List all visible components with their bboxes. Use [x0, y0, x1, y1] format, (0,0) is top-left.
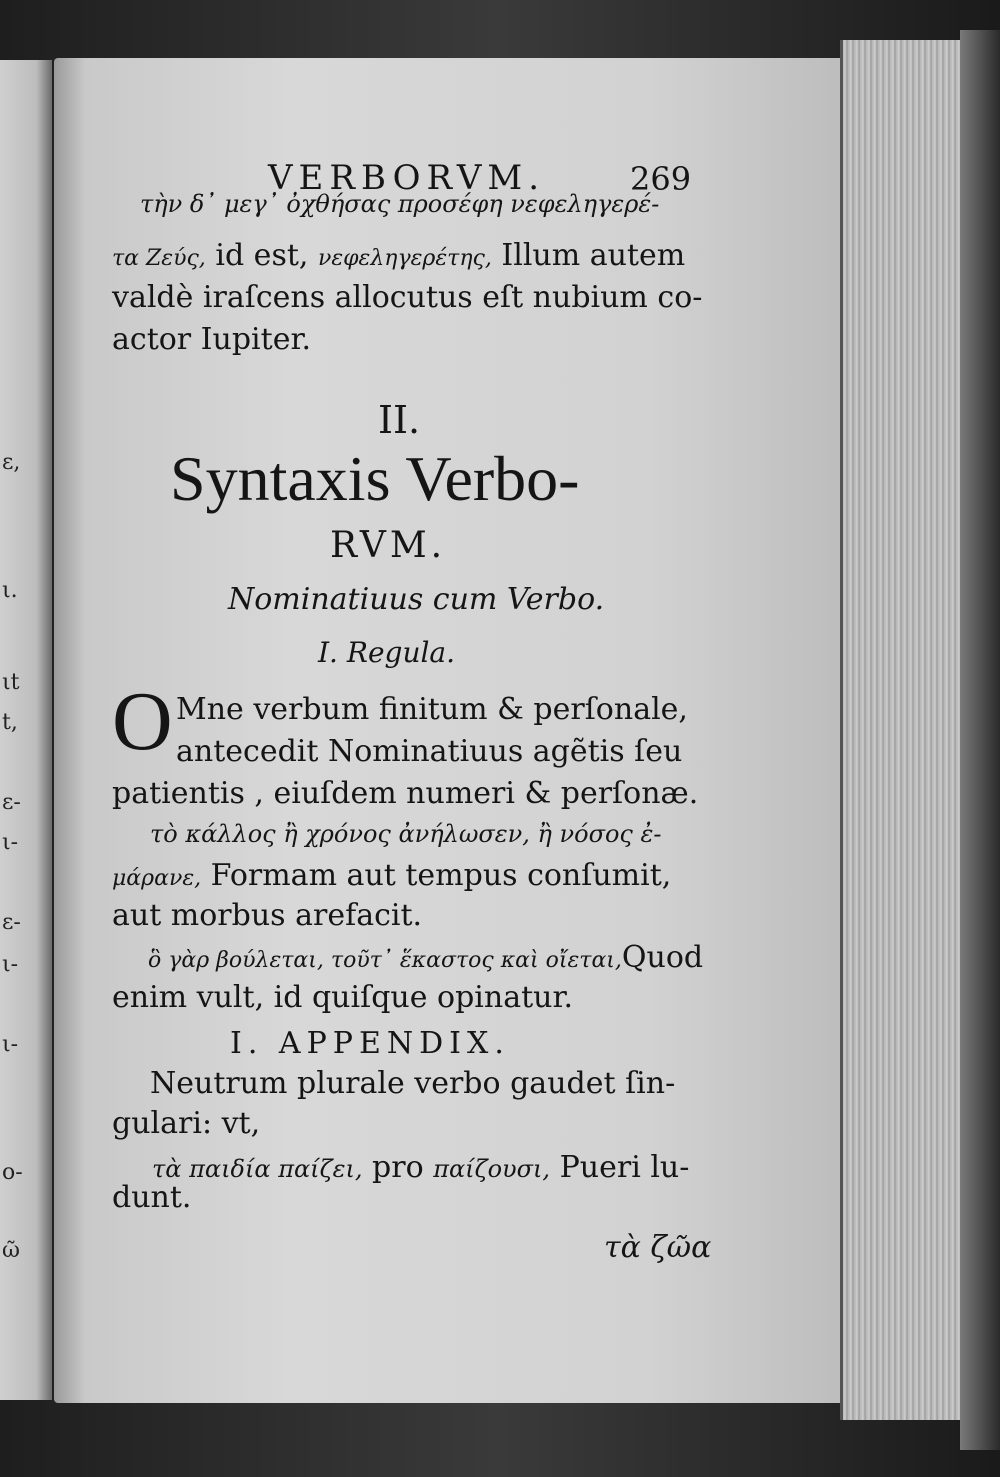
appendix-heading: I. APPENDIX.	[230, 1026, 510, 1061]
margin-fragment: ε,	[2, 450, 21, 475]
example-1-line-2	[112, 858, 671, 893]
quote-line-3: valdè iraſcens allocutus eſt nubium co-	[112, 280, 703, 315]
greek-text: μάρανε,	[112, 866, 202, 891]
greek-text: τὴν δ᾽ μεγ᾽ ὀχθήσας προσέφη νεφεληγερέ-	[140, 190, 660, 218]
left-margin-fragments	[0, 60, 52, 1400]
section-number: II.	[378, 398, 421, 442]
latin-text: Formam aut tempus conſumit,	[201, 858, 672, 893]
greek-text: παίζουσι,	[433, 1155, 551, 1183]
rule-line-1: Mne verbum finitum & perſonale,	[176, 692, 688, 727]
appendix-example-line-1	[152, 1150, 689, 1185]
latin-text: Quod	[621, 940, 704, 975]
drop-cap: O	[112, 675, 173, 768]
margin-fragment: ι-	[2, 952, 19, 977]
page-number: 269	[630, 160, 692, 198]
latin-text: id est,	[205, 238, 318, 273]
greek-text: νεφεληγερέτης,	[317, 246, 492, 271]
latin-text: Illum autem	[491, 238, 686, 273]
appendix-example-line-2: dunt.	[112, 1180, 192, 1215]
example-1-line-3: aut morbus arefacit.	[112, 898, 423, 933]
rule-line-3: patientis , eiuſdem numeri & perſonæ.	[112, 776, 699, 811]
catchword: τὰ ζῶα	[604, 1230, 712, 1265]
margin-fragment: ο-	[2, 1160, 23, 1185]
example-2-line-1	[148, 940, 703, 975]
section-title: Syntaxis Verbo-	[170, 443, 580, 514]
greek-text: τὰ παιδία παίζει,	[152, 1155, 363, 1183]
margin-fragment: ι-	[2, 830, 19, 855]
margin-fragment: ε-	[2, 910, 21, 935]
greek-text: ὃ γὰρ βούλεται, τοῦτ᾽ ἕκαστος καὶ οἴεται,	[148, 948, 622, 973]
margin-fragment: ε-	[2, 790, 21, 815]
section-title-continuation: RVM.	[330, 525, 447, 566]
section-subtitle: Nominatiuus cum Verbo.	[228, 582, 605, 617]
running-title: VERBORVM.	[268, 158, 546, 198]
greek-text: τα Ζεύς,	[112, 246, 206, 271]
margin-fragment: t,	[2, 710, 18, 735]
margin-fragment: ῶ	[2, 1238, 20, 1263]
example-1-greek	[150, 820, 661, 848]
greek-quote-line-1	[140, 190, 659, 218]
quote-line-4: actor Iupiter.	[112, 322, 312, 357]
rule-line-2: antecedit Nominatiuus agẽtis ſeu	[176, 734, 683, 769]
left-page-edge	[0, 60, 52, 1400]
latin-text: pro	[362, 1150, 434, 1185]
latin-text: Pueri lu-	[550, 1150, 690, 1185]
margin-fragment: ι.	[2, 578, 18, 603]
greek-text: τὸ κάλλος ἢ χρόνος ἀνήλωσεν, ἢ νόσος ἐ-	[150, 820, 662, 848]
rule-label: I. Regula.	[318, 636, 456, 669]
margin-fragment: ιt	[2, 670, 20, 695]
binding-shadow	[960, 30, 1000, 1450]
margin-fragment: ι-	[2, 1032, 19, 1057]
appendix-line-2: gulari: vt,	[112, 1106, 261, 1141]
example-2-line-2: enim vult, id quiſque opinatur.	[112, 980, 574, 1015]
appendix-line-1: Neutrum plurale verbo gaudet ſin-	[150, 1066, 676, 1101]
greek-quote-line-2	[112, 238, 685, 273]
